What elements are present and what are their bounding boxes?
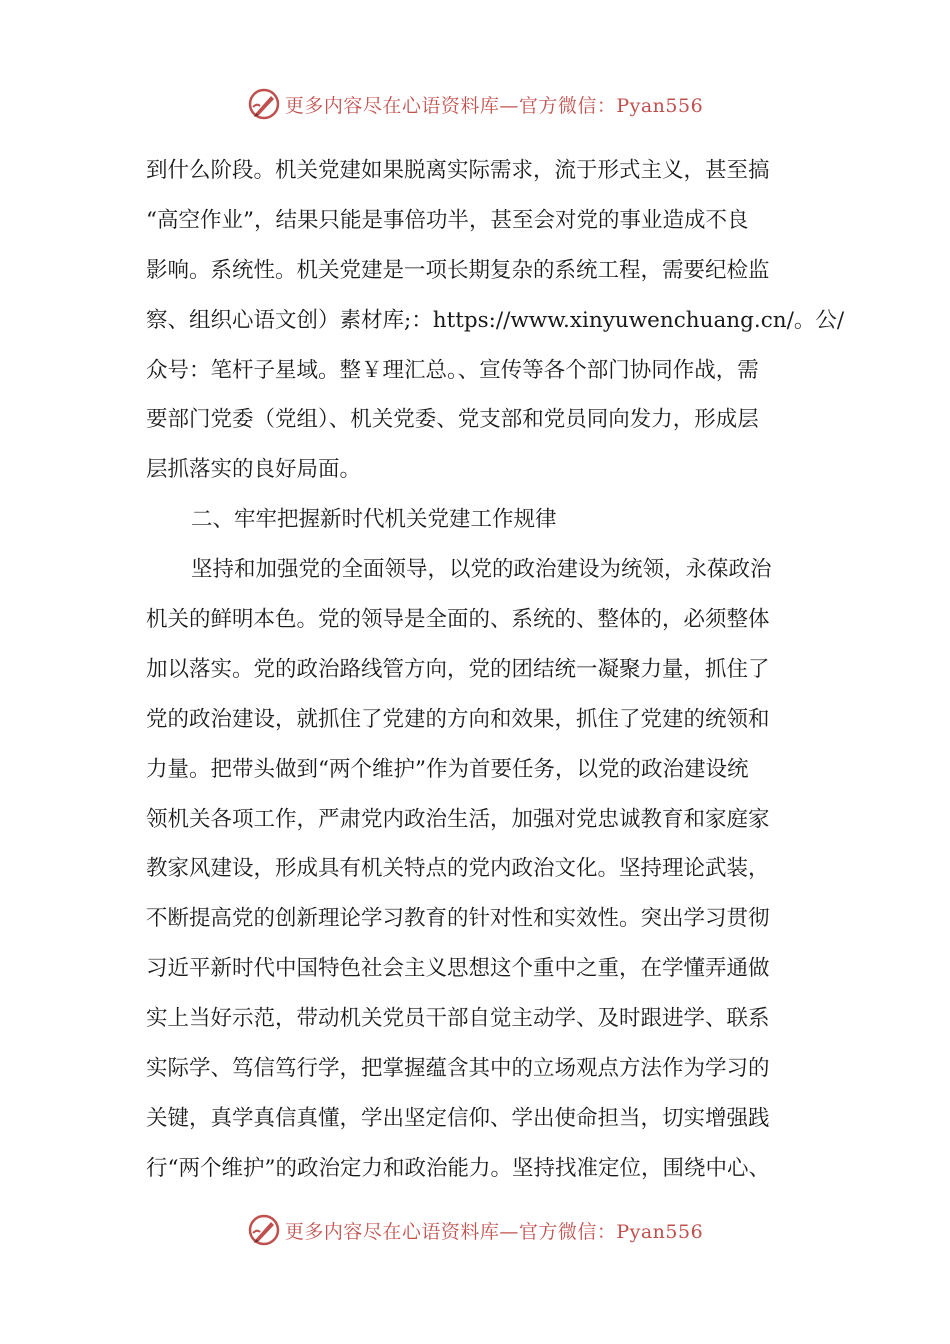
text-line: 加以落实。党的政治路线管方向，党的团结统一凝聚力量，抓住了: [146, 656, 770, 682]
text-line: 关键，真学真信真懂，学出坚定信仰、学出使命担当，切实增强践: [146, 1105, 770, 1131]
header-banner-text: 更多内容尽在心语资料库—官方微信：Pyan556: [284, 94, 704, 117]
footer-banner-text: 更多内容尽在心语资料库—官方微信：Pyan556: [284, 1220, 704, 1243]
text-line: 实上当好示范，带动机关党员干部自觉主动学、及时跟进学、联系: [146, 1006, 770, 1032]
text-line: 教家风建设，形成具有机关特点的党内政治文化。坚持理论武装，: [146, 856, 770, 882]
text-line: 力量。把带头做到“两个维护”作为首要任务，以党的政治建设统: [146, 756, 749, 782]
text-line: 实际学、笃信笃行学，把掌握蕴含其中的立场观点方法作为学习的: [146, 1056, 770, 1082]
text-line: 党的政治建设，就抓住了党建的方向和效果，抓住了党建的统领和: [146, 706, 770, 732]
header-banner-content: [247, 87, 703, 121]
header-banner: [0, 82, 950, 126]
text-line: “高空作业”，结果只能是事倍功半，甚至会对党的事业造成不良: [146, 207, 749, 233]
footer-banner: [0, 1208, 950, 1252]
pen-seal-logo-icon: [247, 1213, 281, 1247]
text-line: 层抓落实的良好局面。: [146, 457, 362, 483]
text-line: 行“两个维护”的政治定力和政治能力。坚持找准定位，围绕中心、: [146, 1155, 770, 1181]
text-line: 众号：笔杆子星域。整￥理汇总。、宣传等各个部门协同作战，需: [146, 357, 759, 383]
text-line: 不断提高党的创新理论学习教育的针对性和实效性。突出学习贯彻: [146, 906, 770, 932]
text-line: 察、组织心语文创）素材库;：https://www.xinyuwenchuang.cn/。公/: [146, 307, 845, 333]
pen-seal-logo-icon: [247, 87, 281, 121]
text-line: 机关的鲜明本色。党的领导是全面的、系统的、整体的，必须整体: [146, 607, 770, 633]
text-line: 到什么阶段。机关党建如果脱离实际需求，流于形式主义，甚至搞: [146, 158, 770, 183]
text-line: 领机关各项工作，严肃党内政治生活，加强对党忠诚教育和家庭家: [146, 806, 770, 832]
document-body: [146, 146, 845, 1194]
text-line: 习近平新时代中国特色社会主义思想这个重中之重，在学懂弄通做: [146, 956, 770, 982]
text-line: 影响。系统性。机关党建是一项长期复杂的系统工程，需要纪检监: [146, 257, 770, 283]
footer-banner-content: [247, 1213, 703, 1247]
text-line: 要部门党委（党组）、机关党委、党支部和党员同向发力，形成层: [146, 407, 759, 433]
section-heading: 二、牢牢把握新时代机关党建工作规律: [191, 507, 557, 533]
text-line: 坚持和加强党的全面领导，以党的政治建设为统领，永葆政治: [191, 557, 772, 583]
